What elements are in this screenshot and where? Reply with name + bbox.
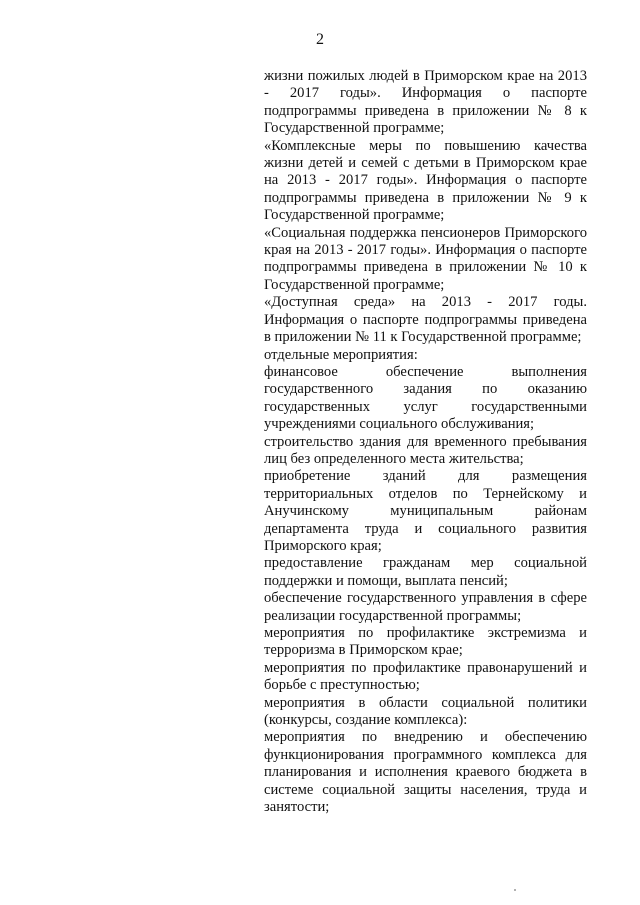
paragraph-extremism-prevention: мероприятия по профилактике экстремизма и терроризма в Приморском крае;: [264, 625, 587, 659]
page-number: 2: [316, 31, 324, 48]
paragraph-financial-support: финансовое обеспечение выполнения государственного задания по оказанию государственных услуг государственными учреждениями социального обслуживания;: [264, 363, 587, 433]
paragraph-building-acquisition: приобретение зданий для размещения территориальных отделов по Тернейскому и Анучинскому муниципальным районам департамента труда и социального развития Приморского края;: [264, 468, 587, 554]
paragraph-subprogram-children: «Комплексные меры по повышению качества жизни детей и семей с детьми в Приморском крае на 2013 - 2017 годы». Информация о паспорте подпрограммы приведена в приложении № 9 к Государственной программе;: [264, 137, 587, 224]
paragraph-construction: строительство здания для временного пребывания лиц без определенного места жительства;: [264, 433, 587, 467]
paragraph-crime-prevention: мероприятия по профилактике правонарушений и борьбе с преступностью;: [264, 659, 587, 694]
paragraph-state-management: обеспечение государственного управления в сфере реализации государственной программы;: [264, 590, 587, 624]
paragraph-social-policy: мероприятия в области социальной политики (конкурсы, создание комплекса):: [264, 694, 587, 729]
scan-speck: [514, 889, 516, 891]
paragraph-subprogram-pensioners: «Социальная поддержка пенсионеров Приморского края на 2013 - 2017 годы». Информация о паспорте подпрограммы приведена в приложении № 10 к Государственной программе;: [264, 224, 587, 293]
paragraph-social-support: предоставление гражданам мер социальной поддержки и помощи, выплата пенсий;: [264, 555, 587, 589]
paragraph-software-complex: мероприятия по внедрению и обеспечению функционирования программного комплекса для планирования и исполнения краевого бюджета в системе социальной защиты населения, труда и занятости;: [264, 729, 587, 816]
document-body: [264, 68, 587, 816]
paragraph-subprogram-accessible-environment: «Доступная среда» на 2013 - 2017 годы. Информация о паспорте подпрограммы приведена в приложении № 11 к Государственной программе;: [264, 294, 587, 346]
paragraph-separate-measures-heading: отдельные мероприятия:: [264, 346, 418, 363]
paragraph-subprogram-elderly-end: жизни пожилых людей в Приморском крае на 2013 - 2017 годы». Информация о паспорте подпрограммы приведена в приложении № 8 к Государственной программе;: [264, 68, 587, 137]
